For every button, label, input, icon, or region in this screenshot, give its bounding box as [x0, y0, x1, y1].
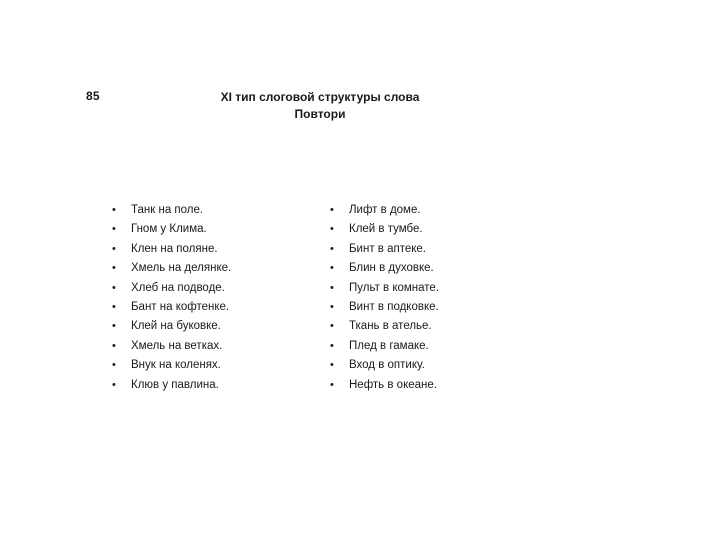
- phrase-text: Клюв у павлина.: [131, 378, 219, 391]
- bullet-icon: •: [112, 300, 116, 313]
- phrase-text: Внук на коленях.: [131, 359, 221, 372]
- page-number: 85: [86, 89, 100, 103]
- phrase-text: Ткань в ателье.: [349, 320, 432, 333]
- bullet-icon: •: [112, 378, 116, 391]
- bullet-icon: •: [112, 204, 116, 216]
- phrase-item: [330, 222, 439, 241]
- bullet-icon: •: [330, 204, 334, 216]
- phrase-item: [112, 300, 231, 319]
- phrase-text: Лифт в доме.: [349, 204, 421, 216]
- bullet-icon: •: [112, 320, 116, 333]
- bullet-icon: •: [330, 262, 334, 275]
- bullet-icon: •: [112, 223, 116, 236]
- phrase-text: Пульт в комнате.: [349, 281, 440, 294]
- phrase-text: Хлеб на подводе.: [131, 281, 225, 294]
- bullet-icon: •: [112, 242, 116, 255]
- phrase-item: [330, 339, 439, 358]
- bullet-icon: •: [330, 320, 334, 333]
- phrase-item: [112, 203, 231, 222]
- right-phrase-list: [330, 203, 439, 397]
- phrase-text: Бинт в аптеке.: [349, 242, 426, 255]
- phrase-item: [330, 203, 439, 222]
- phrase-item: [112, 222, 231, 241]
- slide-subtitle: Повтори: [294, 107, 346, 121]
- bullet-icon: •: [330, 300, 334, 313]
- slide-header: [180, 89, 460, 123]
- bullet-icon: •: [112, 339, 116, 352]
- bullet-icon: •: [330, 281, 334, 294]
- bullet-icon: •: [112, 359, 116, 372]
- phrase-text: Винт в подковке.: [349, 300, 439, 313]
- phrase-item: [112, 358, 231, 377]
- bullet-icon: •: [330, 378, 334, 391]
- phrase-item: [112, 319, 231, 338]
- left-phrase-list: [112, 203, 231, 397]
- bullet-icon: •: [330, 242, 334, 255]
- phrase-item: [330, 300, 439, 319]
- phrase-text: Танк на поле.: [131, 204, 204, 216]
- phrase-item: [330, 281, 439, 300]
- phrase-text: Клен на поляне.: [131, 242, 218, 255]
- phrase-text: Бант на кофтенке.: [131, 300, 230, 313]
- bullet-icon: •: [112, 262, 116, 275]
- phrase-text: Плед в гамаке.: [349, 339, 429, 352]
- bullet-icon: •: [330, 223, 334, 236]
- slide-title: XI тип слоговой структуры слова: [220, 90, 420, 104]
- bullet-icon: •: [330, 359, 334, 372]
- phrase-item: [330, 378, 439, 397]
- phrase-text: Клей в тумбе.: [349, 223, 423, 236]
- phrase-item: [112, 339, 231, 358]
- bullet-icon: •: [330, 339, 334, 352]
- phrase-text: Клей на буковке.: [131, 320, 221, 333]
- phrase-text: Вход в оптику.: [349, 359, 425, 372]
- phrase-text: Нефть в океане.: [349, 378, 437, 391]
- phrase-text: Хмель на ветках.: [131, 339, 223, 352]
- phrase-text: Хмель на делянке.: [131, 262, 232, 275]
- phrase-item: [112, 261, 231, 280]
- phrase-item: [112, 378, 231, 397]
- phrase-text: Блин в духовке.: [349, 262, 434, 275]
- phrase-item: [112, 281, 231, 300]
- bullet-icon: •: [112, 281, 116, 294]
- phrase-item: [330, 261, 439, 280]
- phrase-item: [330, 319, 439, 338]
- phrase-item: [112, 242, 231, 261]
- phrase-item: [330, 358, 439, 377]
- phrase-item: [330, 242, 439, 261]
- phrase-text: Гном у Клима.: [131, 223, 207, 236]
